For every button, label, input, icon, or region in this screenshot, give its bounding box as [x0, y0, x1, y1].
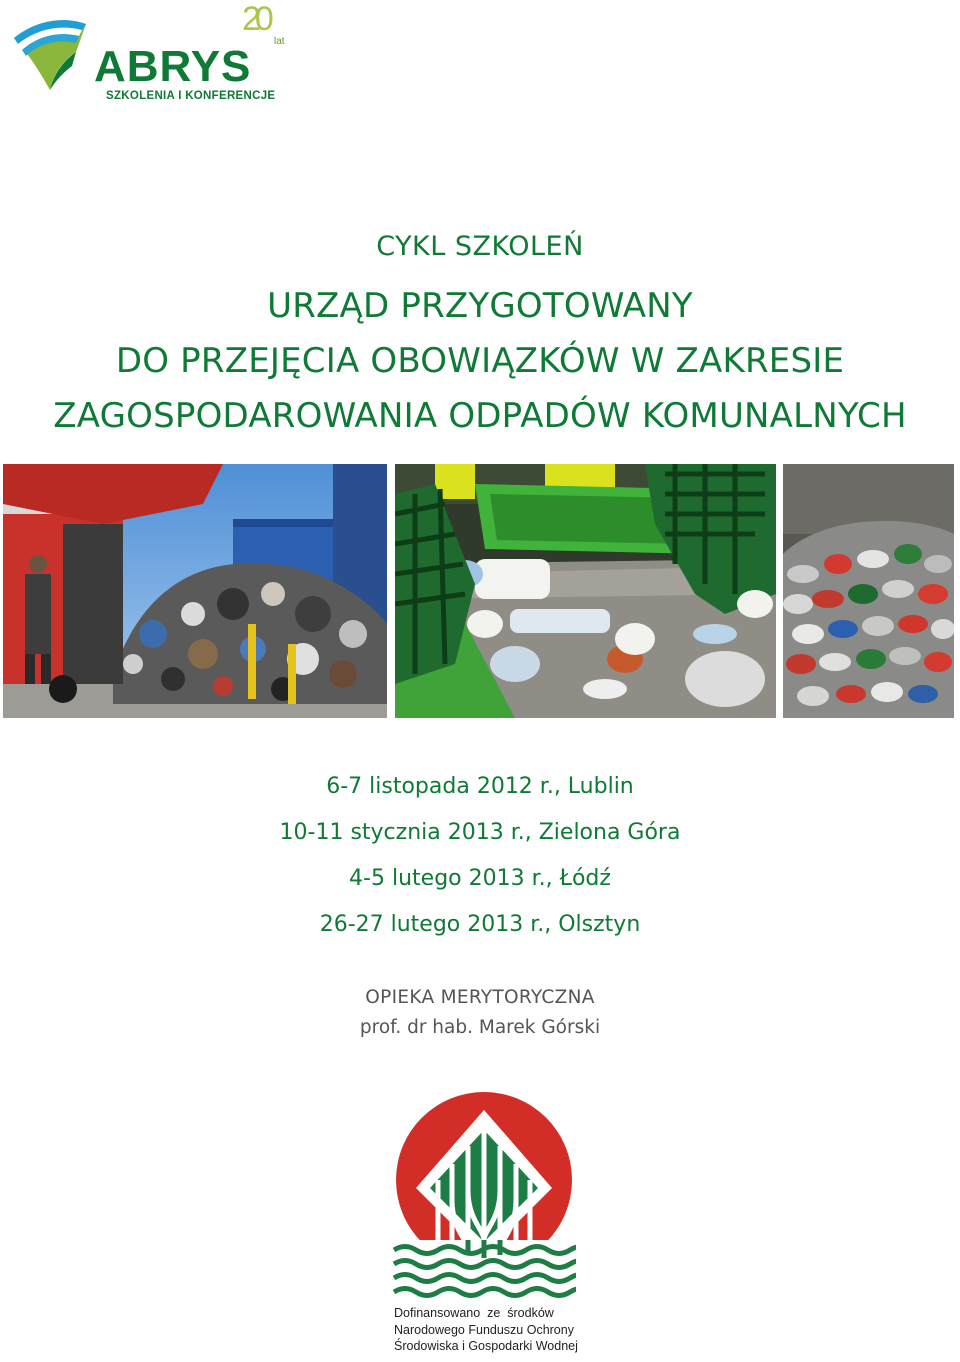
- anniversary-unit: lat: [274, 36, 285, 47]
- abrys-logo: [6, 0, 306, 104]
- supervision-label: OPIEKA MERYTORYCZNA: [365, 987, 595, 1008]
- photo-crushed-cans: [783, 464, 954, 718]
- fund-tree-icon: [392, 1090, 576, 1300]
- abrys-leaf-icon: [6, 12, 88, 92]
- fund-logo: [392, 1090, 576, 1300]
- session-item: 10-11 stycznia 2013 r., Zielona Góra: [279, 820, 681, 845]
- abrys-tagline: SZKOLENIA I KONFERENCJE: [106, 90, 276, 102]
- series-label: CYKL SZKOLEŃ: [376, 231, 584, 262]
- session-item: 4-5 lutego 2013 r., Łódź: [349, 866, 611, 891]
- title-line-1: URZĄD PRZYGOTOWANY: [267, 286, 693, 326]
- title-line-3: ZAGOSPODAROWANIA ODPADÓW KOMUNALNYCH: [53, 396, 907, 436]
- funding-line-2: Narodowego Funduszu Ochrony: [394, 1322, 574, 1337]
- funding-line-1: Dofinansowano ze środków: [394, 1306, 554, 1320]
- page-title: [0, 279, 960, 444]
- session-item: 26-27 lutego 2013 r., Olsztyn: [319, 912, 641, 937]
- photo-waste-truck: [3, 464, 387, 718]
- funding-note: [394, 1305, 584, 1355]
- title-line-2: DO PRZEJĘCIA OBOWIĄZKÓW W ZAKRESIE: [115, 341, 845, 381]
- anniversary-number: 20: [242, 0, 268, 38]
- supervision-person: prof. dr hab. Marek Górski: [359, 1017, 601, 1038]
- session-item: 6-7 listopada 2012 r., Lublin: [326, 774, 634, 799]
- photo-sorting-line: [395, 464, 776, 718]
- funding-line-3: Środowiska i Gospodarki Wodnej: [394, 1339, 578, 1353]
- abrys-wordmark: ABRYS: [94, 42, 252, 91]
- session-list: [0, 771, 960, 955]
